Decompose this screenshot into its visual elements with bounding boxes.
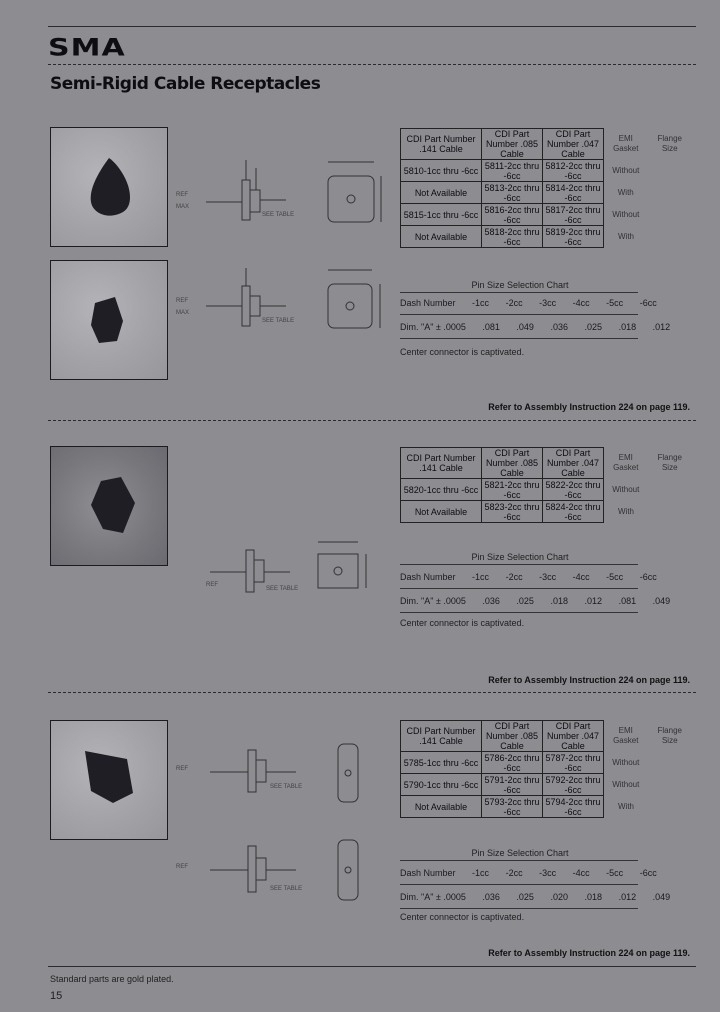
dash-value: -5cc [606, 572, 624, 582]
dim-value: .012 [584, 596, 603, 606]
pin-chart-title: Pin Size Selection Chart [471, 280, 569, 290]
row-label: Dash Number [400, 868, 456, 878]
table-row [401, 226, 692, 248]
divider [400, 338, 638, 339]
dim-value: .025 [516, 892, 534, 902]
dim-value: .036 [482, 892, 500, 902]
col-header: CDI Part Number .141 Cable [401, 721, 482, 752]
part-number-cell: 5821-2cc thru -6cc [482, 479, 543, 501]
col-header: EMI Gasket [613, 453, 639, 472]
emi-cell: With [618, 801, 634, 811]
part-number-table [400, 720, 692, 818]
section-divider [48, 692, 696, 693]
divider [400, 564, 638, 565]
dim-value: .036 [550, 322, 568, 332]
col-header: Flange Size [657, 134, 682, 153]
section-divider [48, 420, 696, 421]
part-number-cell: 5816-2cc thru -6cc [482, 204, 543, 226]
svg-text:SEE TABLE: SEE TABLE [262, 212, 295, 218]
dim-value: .049 [652, 596, 671, 606]
part-number-cell: 5820-1cc thru -6cc [401, 479, 482, 501]
table-row [401, 204, 692, 226]
page-subtitle: Semi-Rigid Cable Receptacles [50, 74, 321, 94]
dash-value: -6cc [639, 868, 657, 878]
col-header: CDI Part Number .085 Cable [482, 448, 543, 479]
part-number-cell: 5811-2cc thru -6cc [482, 160, 543, 182]
dash-value: -1cc [472, 298, 490, 308]
dim-row [400, 892, 684, 902]
part-number-cell: 5822-2cc thru -6cc [543, 479, 604, 501]
row-label: Dash Number [400, 298, 456, 308]
dash-value: -6cc [639, 298, 657, 308]
page-number: 15 [50, 990, 63, 1002]
receptacle-drawing [176, 734, 394, 814]
dash-value: -6cc [639, 572, 657, 582]
dim-value: .018 [618, 322, 637, 332]
receptacle-drawing [176, 262, 394, 352]
dash-value: -5cc [606, 298, 624, 308]
col-header: CDI Part Number .141 Cable [401, 129, 482, 160]
svg-text:MAX: MAX [176, 204, 190, 210]
connector-photo [50, 127, 168, 247]
emi-cell: With [618, 506, 634, 516]
footer-rule [48, 966, 696, 967]
dash-value: -4cc [572, 298, 590, 308]
col-header: CDI Part Number .085 Cable [482, 721, 543, 752]
row-label: Dim. "A" ± .0005 [400, 322, 466, 332]
part-number-cell: 5810-1cc thru -6cc [401, 160, 482, 182]
dim-value: .025 [584, 322, 603, 332]
dash-number-row [400, 298, 671, 308]
part-number-cell: 5792-2cc thru -6cc [543, 774, 604, 796]
part-number-table [400, 128, 692, 248]
svg-text:SEE TABLE: SEE TABLE [270, 886, 303, 892]
divider [400, 884, 638, 885]
dim-value: .018 [550, 596, 568, 606]
receptacle-drawing [176, 150, 394, 250]
dim-row [400, 322, 684, 332]
dim-value: .012 [652, 322, 671, 332]
dash-value: -3cc [539, 298, 557, 308]
svg-text:SEE TABLE: SEE TABLE [266, 586, 299, 592]
table-row [401, 796, 692, 818]
emi-cell: Without [612, 484, 640, 494]
part-number-table [400, 447, 692, 523]
col-header: CDI Part Number .047 Cable [543, 721, 604, 752]
emi-cell: With [618, 231, 634, 241]
table-row [401, 774, 692, 796]
assembly-reference: Refer to Assembly Instruction 224 on page 119. [488, 402, 690, 412]
dash-value: -1cc [472, 572, 490, 582]
dim-value: .049 [516, 322, 534, 332]
divider [400, 314, 638, 315]
dim-value: .025 [516, 596, 534, 606]
divider [400, 292, 638, 293]
part-number-cell: Not Available [401, 501, 482, 523]
dash-value: -2cc [505, 868, 523, 878]
col-header: Flange Size [657, 726, 682, 745]
part-number-cell: Not Available [401, 796, 482, 818]
dim-value: .049 [652, 892, 671, 902]
col-header: EMI Gasket [613, 134, 639, 153]
dim-value: .012 [618, 892, 637, 902]
col-header: CDI Part Number .047 Cable [543, 129, 604, 160]
part-number-cell: 5815-1cc thru -6cc [401, 204, 482, 226]
emi-cell: Without [612, 209, 640, 219]
connector-photo [50, 446, 168, 566]
svg-text:REF: REF [176, 298, 188, 304]
table-row [401, 160, 692, 182]
dim-value: .081 [618, 596, 637, 606]
dash-value: -4cc [572, 572, 590, 582]
table-row [401, 501, 692, 523]
dim-row [400, 596, 684, 606]
row-label: Dim. "A" ± .0005 [400, 596, 466, 606]
dim-value: .018 [584, 892, 603, 902]
svg-text:SEE TABLE: SEE TABLE [270, 784, 303, 790]
table-row [401, 479, 692, 501]
top-rule [48, 26, 696, 27]
assembly-reference: Refer to Assembly Instruction 224 on page 119. [488, 948, 690, 958]
part-number-cell: 5790-1cc thru -6cc [401, 774, 482, 796]
part-number-cell: Not Available [401, 226, 482, 248]
assembly-reference: Refer to Assembly Instruction 224 on page 119. [488, 675, 690, 685]
svg-text:SEE TABLE: SEE TABLE [262, 318, 295, 324]
col-header: Flange Size [657, 453, 682, 472]
dash-value: -3cc [539, 572, 557, 582]
part-number-cell: 5785-1cc thru -6cc [401, 752, 482, 774]
brand-title: SMA [48, 34, 126, 62]
part-number-cell: 5791-2cc thru -6cc [482, 774, 543, 796]
svg-text:REF: REF [206, 582, 218, 588]
captivated-note: Center connector is captivated. [400, 618, 525, 628]
captivated-note: Center connector is captivated. [400, 347, 525, 357]
emi-cell: Without [612, 757, 640, 767]
emi-cell: Without [612, 165, 640, 175]
divider [400, 908, 638, 909]
col-header: CDI Part Number .085 Cable [482, 129, 543, 160]
dim-value: .020 [550, 892, 568, 902]
dim-value: .036 [482, 596, 500, 606]
footer-note: Standard parts are gold plated. [50, 974, 174, 984]
captivated-note: Center connector is captivated. [400, 912, 525, 922]
dash-value: -1cc [472, 868, 490, 878]
svg-text:REF: REF [176, 864, 188, 870]
table-row [401, 182, 692, 204]
divider [400, 588, 638, 589]
part-number-cell: 5823-2cc thru -6cc [482, 501, 543, 523]
part-number-cell: 5819-2cc thru -6cc [543, 226, 604, 248]
dim-value: .081 [482, 322, 500, 332]
part-number-cell: 5793-2cc thru -6cc [482, 796, 543, 818]
svg-text:REF: REF [176, 192, 188, 198]
part-number-cell: 5786-2cc thru -6cc [482, 752, 543, 774]
part-number-cell: 5812-2cc thru -6cc [543, 160, 604, 182]
divider [400, 860, 638, 861]
emi-cell: With [617, 187, 634, 197]
table-row [401, 752, 692, 774]
receptacle-drawing [176, 830, 394, 914]
dash-value: -3cc [539, 868, 557, 878]
dash-number-row [400, 572, 671, 582]
part-number-cell: 5814-2cc thru -6cc [543, 182, 604, 204]
part-number-cell: 5794-2cc thru -6cc [543, 796, 604, 818]
row-label: Dash Number [400, 572, 456, 582]
dash-value: -4cc [572, 868, 590, 878]
col-header: EMI Gasket [613, 726, 639, 745]
part-number-cell: 5813-2cc thru -6cc [482, 182, 543, 204]
part-number-cell: 5817-2cc thru -6cc [543, 204, 604, 226]
dash-value: -5cc [606, 868, 624, 878]
dash-value: -2cc [505, 572, 523, 582]
svg-text:MAX: MAX [176, 310, 190, 316]
connector-photo [50, 720, 168, 840]
pin-chart-title: Pin Size Selection Chart [471, 552, 569, 562]
svg-text:REF: REF [176, 766, 188, 772]
header-rule [48, 64, 696, 65]
divider [400, 612, 638, 613]
dash-number-row [400, 868, 671, 878]
col-header: CDI Part Number .141 Cable [401, 448, 482, 479]
part-number-cell: 5787-2cc thru -6cc [543, 752, 604, 774]
connector-photo [50, 260, 168, 380]
emi-cell: Without [612, 779, 640, 789]
dash-value: -2cc [505, 298, 523, 308]
receptacle-drawing [206, 530, 396, 620]
part-number-cell: Not Available [401, 182, 482, 204]
part-number-cell: 5818-2cc thru -6cc [482, 226, 543, 248]
col-header: CDI Part Number .047 Cable [543, 448, 604, 479]
pin-chart-title: Pin Size Selection Chart [471, 848, 569, 858]
part-number-cell: 5824-2cc thru -6cc [543, 501, 604, 523]
row-label: Dim. "A" ± .0005 [400, 892, 466, 902]
